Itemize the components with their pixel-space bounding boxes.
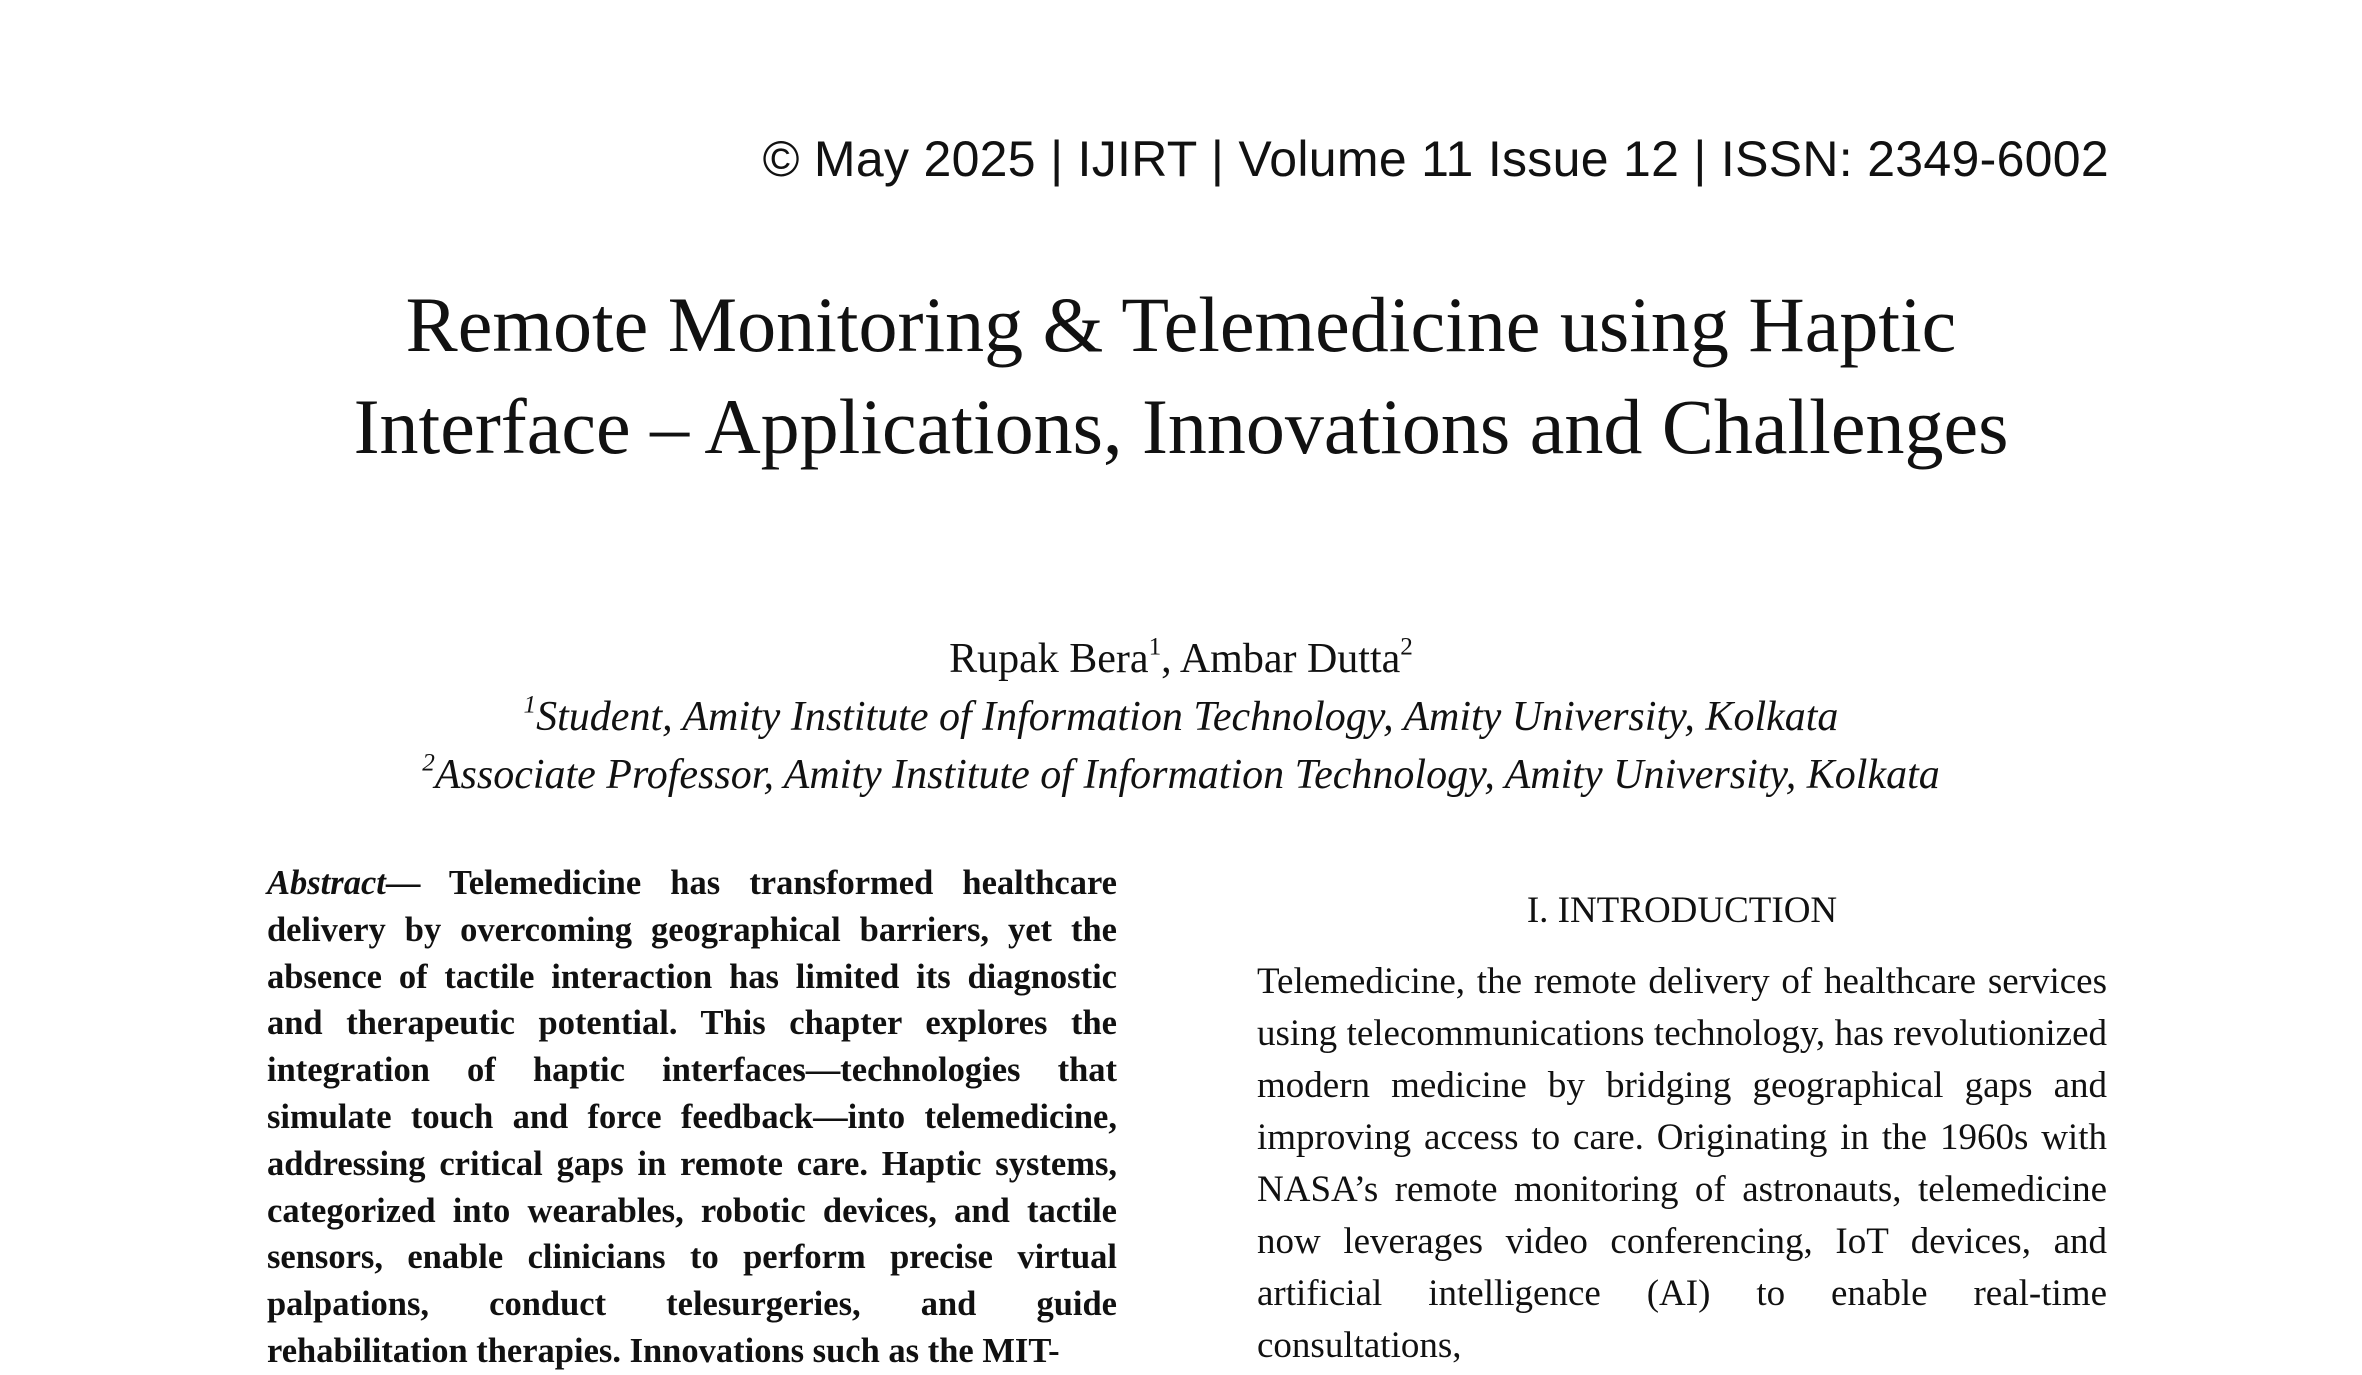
- affiliation-2-superscript: 2: [422, 749, 435, 777]
- journal-header: © May 2025 | IJIRT | Volume 11 Issue 12 | ISSN: 2349-6002: [762, 131, 2109, 187]
- affiliation-1-superscript: 1: [523, 691, 537, 719]
- author-1-name: Rupak Bera: [949, 636, 1149, 682]
- title-line-2: Interface – Applications, Innovations and Challenges: [353, 383, 2009, 470]
- abstract-label: Abstract: [267, 864, 386, 902]
- author-names: [200, 630, 2162, 688]
- author-2-name: Ambar Dutta: [1179, 636, 1401, 682]
- paper-title: [200, 274, 2162, 478]
- abstract-dash: —: [385, 864, 449, 902]
- title-line-1: Remote Monitoring & Telemedicine using Haptic: [405, 281, 1957, 368]
- affiliation-1: [200, 688, 2162, 746]
- abstract-text: Telemedicine has transformed healthcare delivery by overcoming geographical barriers, yet the absence of tactile interaction has limited its diagnostic and therapeutic potential. This chapter explores the integration of haptic interfaces—technologies that simulate touch and force feedback—into telemedicine, addressing critical gaps in remote care. Haptic systems, categorized into wearables, robotic devices, and tactile sensors, enable clinicians to perform precise virtual palpations, conduct telesurgeries, and guide rehabilitation therapies. Innovations such as the MIT-: [267, 864, 1117, 1370]
- affiliation-2: [200, 746, 2162, 804]
- introduction-column: [1257, 886, 2107, 1372]
- author-1-superscript: 1: [1148, 633, 1162, 661]
- introduction-text: Telemedicine, the remote delivery of healthcare services using telecommunications technology, has revolutionized modern medicine by bridging geographical gaps and improving access to care. Originating in the 1960s with NASA’s remote monitoring of astronauts, telemedicine now leverages video conferencing, IoT devices, and artificial intelligence (AI) to enable real-time consultations,: [1257, 961, 2107, 1366]
- abstract-column: [267, 860, 1117, 1375]
- author-block: [200, 630, 2162, 804]
- author-2-superscript: 2: [1400, 633, 1413, 661]
- affiliation-1-text: Student, Amity Institute of Information Technology, Amity University, Kolkata: [536, 694, 1839, 740]
- introduction-heading: I. INTRODUCTION: [1526, 890, 1838, 931]
- author-separator: ,: [1161, 636, 1180, 682]
- affiliation-2-text: Associate Professor, Amity Institute of Information Technology, Amity University, Kolkata: [434, 752, 1940, 798]
